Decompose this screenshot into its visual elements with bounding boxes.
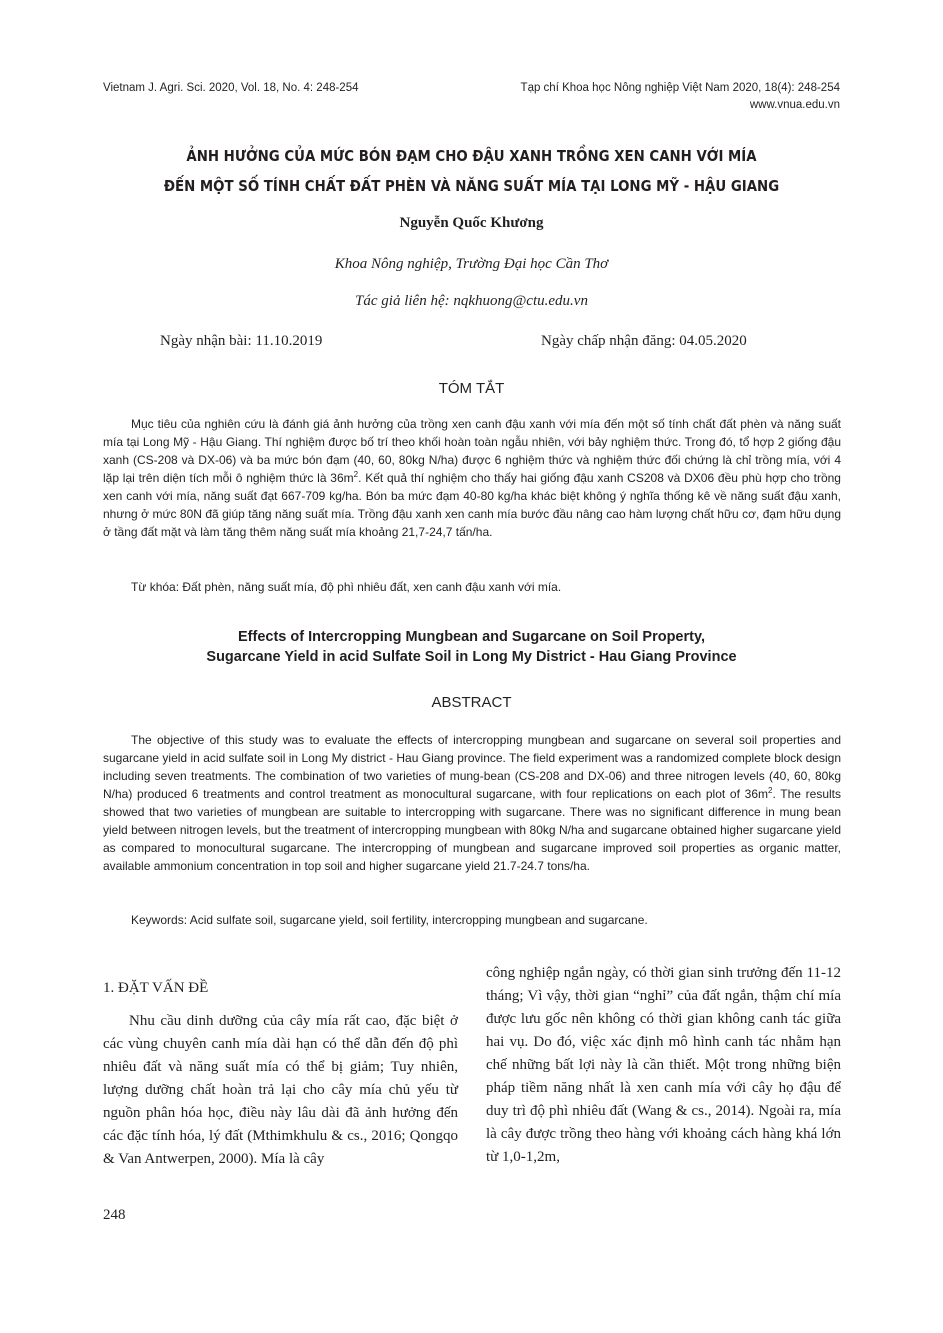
- title-line-1: ẢNH HƯỞNG CỦA MỨC BÓN ĐẠM CHO ĐẬU XANH TRỒNG XEN CANH VỚI MÍA: [186, 147, 757, 165]
- running-header-right: [521, 80, 840, 114]
- body-column-left: [103, 962, 458, 1171]
- journal-website-link[interactable]: www.vnua.edu.vn: [749, 99, 840, 111]
- journal-citation-vi: Tạp chí Khoa học Nông nghiệp Việt Nam 2020, 18(4): 248-254: [520, 82, 840, 94]
- received-date: Ngày nhận bài: 11.10.2019: [160, 333, 323, 349]
- intro-paragraph-left: Nhu cầu dinh dưỡng của cây mía rất cao, đặc biệt ở các vùng chuyên canh mía dài hạn có thể dẫn đến độ phì nhiêu đất và năng suất mía có thể bị giảm; Tuy nhiên, lượng dưỡng chất hoàn trả lại cho cây mía chủ yếu từ nguồn phân hóa học, điều này lâu dài đã ảnh hưởng đến các đặc tính hóa, lý đất (Mthimkhulu & cs., 2016; Qongqo & Van Antwerpen, 2000). Mía là cây: [103, 1013, 458, 1167]
- page-number: 248: [103, 1207, 126, 1223]
- paper-title-vi: [118, 141, 826, 201]
- summary-text-part2: . Kết quả thí nghiệm cho thấy hai giống đậu xanh CS208 và DX06 đều phù hợp cho trồng xen canh với mía, năng suất đạt 667-709 kg/ha. Bón ba mức đạm 40-80 kg/ha khác biệt không ý nghĩa thống kê về năng suất đậu xanh, nhưng ở mức 80N đã giúp tăng năng suất mía. Trồng đậu xanh xen canh mía bước đầu nâng cao hàm lượng chất hữu cơ, đạm hữu dụng ở tầng đất mặt và làm tăng thêm năng suất mía khoảng 21,7-24,7 tấn/ha.: [103, 471, 841, 539]
- keywords-vi: Từ khóa: Đất phèn, năng suất mía, độ phì nhiêu đất, xen canh đậu xanh với mía.: [131, 580, 562, 594]
- section-heading-introduction: 1. ĐẶT VẤN ĐỀ: [103, 980, 209, 996]
- abstract-superscript: 2: [768, 786, 773, 795]
- intro-paragraph-right: công nghiệp ngắn ngày, có thời gian sinh trưởng đến 11-12 tháng; Vì vậy, thời gian “nghỉ” của đất ngắn, thậm chí mía được lưu gốc nên không có thời gian không canh tác giữa hai vụ. Do đó, việc xác định mô hình canh tác nhằm hạn chế những bất lợi này là cần thiết. Một trong những biện pháp tiềm năng nhất là xen canh mía với cây họ đậu để duy trì độ phì nhiêu đất (Wang & cs., 2014). Ngoài ra, mía là cây được trồng theo hàng với khoảng cách hàng khá lớn từ 1,0-1,2m,: [486, 965, 841, 1165]
- abstract-body: [103, 731, 841, 875]
- author-affiliation: Khoa Nông nghiệp, Trường Đại học Cần Thơ: [334, 256, 609, 272]
- body-column-right: [486, 962, 841, 1169]
- journal-citation-en: Vietnam J. Agri. Sci. 2020, Vol. 18, No. 4: 248-254: [103, 82, 359, 94]
- running-header-left: [103, 80, 359, 97]
- summary-text-part1: Mục tiêu của nghiên cứu là đánh giá ảnh hưởng của trồng xen canh đậu xanh với mía đến một số tính chất đất phèn và năng suất mía tại Long Mỹ - Hậu Giang. Thí nghiệm được bố trí theo khối hoàn toàn ngẫu nhiên, với bảy nghiệm thức. Trong đó, tổ hợp 2 giống đậu xanh (CS-208 và DX-06) và ba mức bón đạm (40, 60, 80kg N/ha) được 6 nghiệm thức và nghiệm thức đối chứng là chỉ trồng mía, với 4 lặp lại trên diện tích mỗi ô nghiệm thức là 36m: [103, 417, 841, 485]
- title-en-line-2: Sugarcane Yield in acid Sulfate Soil in Long My District - Hau Giang Province: [206, 649, 737, 665]
- abstract-heading: ABSTRACT: [431, 694, 512, 711]
- corresponding-contact: Tác giả liên hệ: nqkhuong@ctu.edu.vn: [355, 293, 588, 309]
- summary-heading: TÓM TẮT: [438, 380, 505, 397]
- abstract-text-part2: . The results showed that two varieties of mungbean are suitable to intercropping with sugarcane. There was no significant difference in mung bean yield between nitrogen levels, but the treatment of intercropping mungbean with 80kg N/ha and sugarcane obtained higher sugarcane yield as compared to monocultural sugarcane. The intercropping of mungbean and sugarcane improved soil properties as organic matter, available ammonium concentration in top soil and higher sugarcane yield 21.7-24.7 tons/ha.: [103, 787, 842, 873]
- summary-body: [103, 415, 841, 541]
- keywords-en: Keywords: Acid sulfate soil, sugarcane yield, soil fertility, intercropping mungbean and sugarcane.: [131, 913, 648, 927]
- title-line-2: ĐẾN MỘT SỐ TÍNH CHẤT ĐẤT PHÈN VÀ NĂNG SUẤT MÍA TẠI LONG MỸ - HẬU GIANG: [163, 177, 780, 195]
- accepted-date: Ngày chấp nhận đăng: 04.05.2020: [541, 333, 747, 349]
- paper-title-en: [0, 627, 943, 667]
- abstract-text-part1: The objective of this study was to evaluate the effects of intercropping mungbean and sugarcane on several soil properties and sugarcane yield in acid sulfate soil in Long My district - Hau Giang province. The field experiment was a randomized complete block design including seven treatments. The combination of two varieties of mung-bean (CS-208 and DX-06) and three nitrogen levels (40, 60, 80kg N/ha) produced 6 treatments and control treatment as monocultural sugarcane, with four replications on each plot of 36m: [103, 733, 841, 801]
- title-en-line-1: Effects of Intercropping Mungbean and Sugarcane on Soil Property,: [237, 629, 705, 645]
- summary-superscript: 2: [353, 470, 359, 479]
- author-name: Nguyễn Quốc Khương: [399, 215, 544, 231]
